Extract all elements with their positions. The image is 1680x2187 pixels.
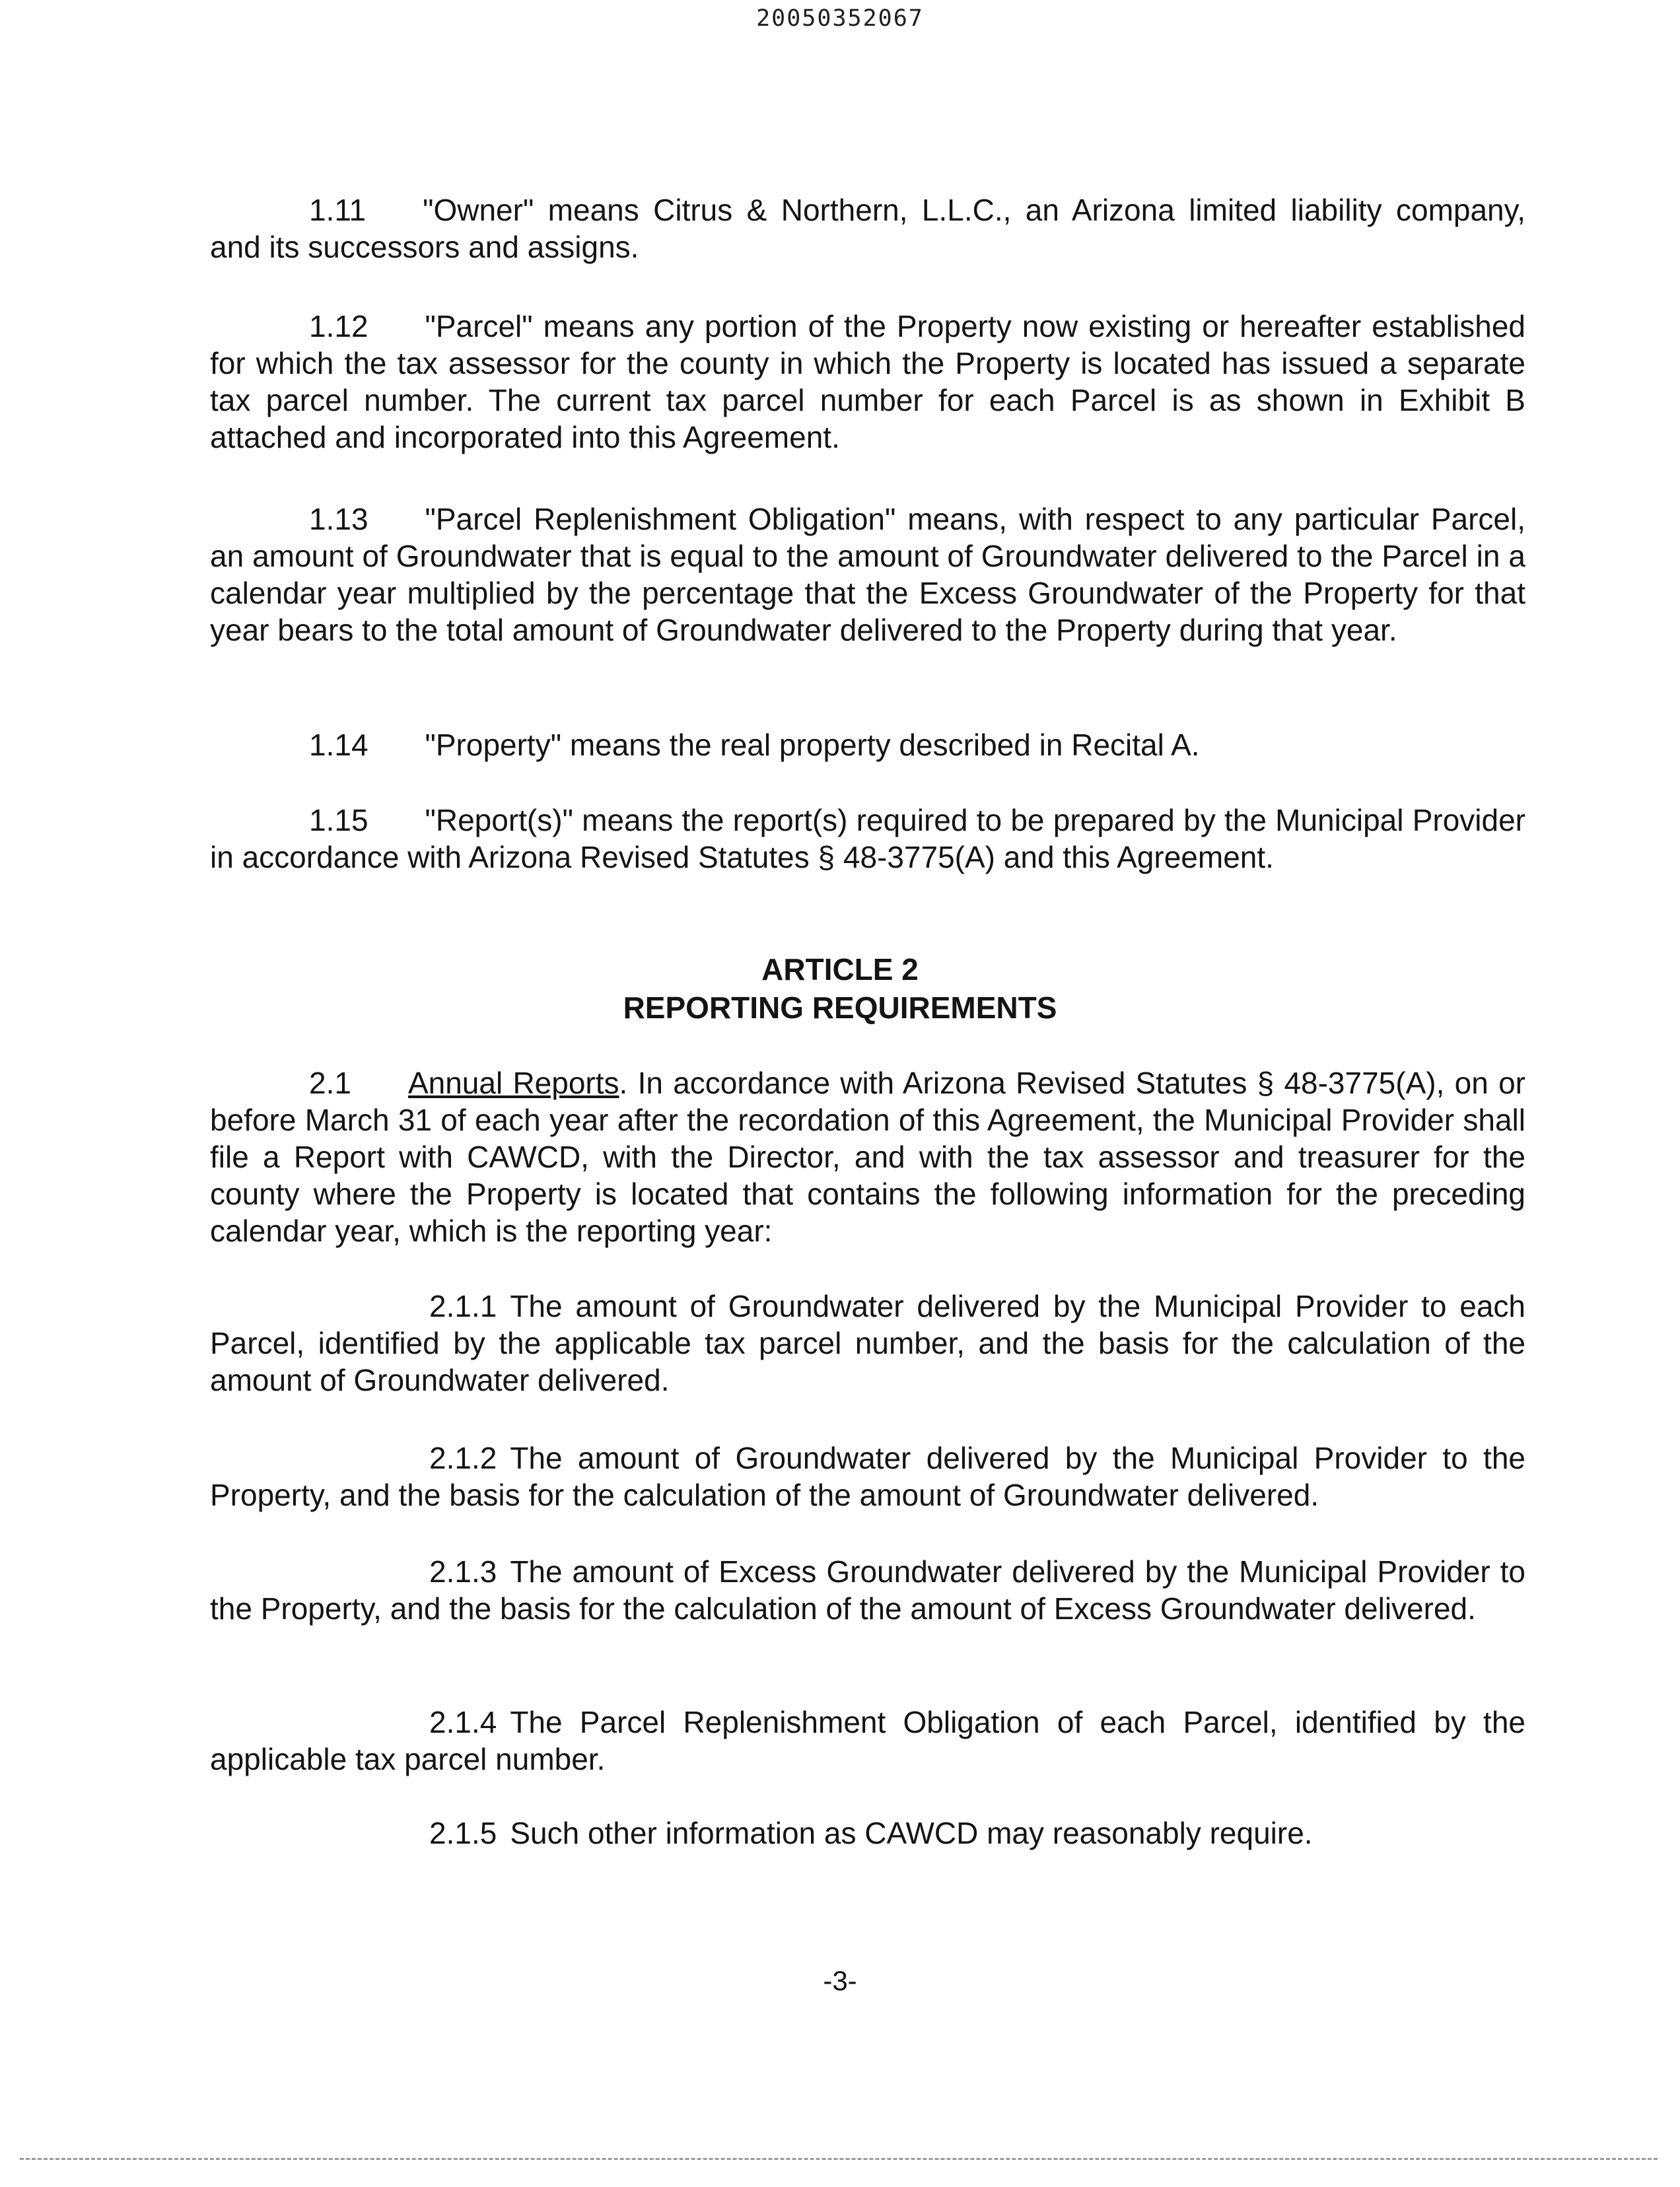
subsection-2-1-3 (210, 1553, 1525, 1627)
definition-1-15 (210, 802, 1525, 876)
subsection-number: 2.1.2 (429, 1441, 497, 1475)
page-number: -3- (823, 1965, 857, 1996)
section-2-1 (210, 1064, 1525, 1249)
definition-number: 1.14 (309, 728, 368, 762)
definition-text: "Parcel" means any portion of the Property now existing or hereafter established for which the tax assessor for the county in which the Property is located has issued a separate tax parcel number. The current tax parcel number for each Parcel is as shown in Exhibit B attached and incorporated into this Agreement. (210, 309, 1525, 454)
definition-1-14 (210, 726, 1525, 763)
subsection-text: Such other information as CAWCD may reasonably require. (510, 1816, 1313, 1850)
subsection-2-1-5 (210, 1815, 1525, 1852)
definition-text: "Parcel Replenishment Obligation" means, with respect to any particular Parcel, an amount of Groundwater that is equal to the amount of Groundwater delivered to the Parcel in a calendar year multiplied by the percentage that the Excess Groundwater of the Property for that year bears to the total amount of Groundwater delivered to the Property during that year. (210, 502, 1525, 647)
definition-1-11 (210, 191, 1525, 265)
subsection-text: The Parcel Replenishment Obligation of each Parcel, identified by the applicable tax parcel number. (210, 1705, 1525, 1776)
subsection-2-1-1 (210, 1288, 1525, 1399)
document-number: 20050352067 (756, 5, 924, 32)
subsection-number: 2.1.3 (429, 1554, 497, 1589)
subsection-number: 2.1.1 (429, 1289, 497, 1323)
definition-number: 1.12 (309, 309, 368, 343)
subsection-text: The amount of Excess Groundwater delivered by the Municipal Provider to the Property, and the basis for the calculation of the amount of Excess Groundwater delivered. (210, 1554, 1525, 1626)
subsection-2-1-4 (210, 1704, 1525, 1778)
definition-number: 1.15 (309, 803, 368, 837)
definition-text: "Owner" means Citrus & Northern, L.L.C., an Arizona limited liability company, and its successors and assigns. (210, 193, 1525, 264)
article-title: REPORTING REQUIREMENTS (623, 990, 1057, 1025)
subsection-number: 2.1.4 (429, 1705, 497, 1739)
section-number: 2.1 (309, 1066, 351, 1100)
subsection-text: The amount of Groundwater delivered by the Municipal Provider to each Parcel, identified by the applicable tax parcel number, and the basis for the calculation of the amount of Groundwater delivered. (210, 1289, 1525, 1397)
definition-number: 1.13 (309, 502, 368, 536)
definition-1-12 (210, 308, 1525, 456)
subsection-text: The amount of Groundwater delivered by the Municipal Provider to the Property, and the basis for the calculation of the amount of Groundwater delivered. (210, 1441, 1525, 1512)
article-number: ARTICLE 2 (761, 952, 919, 987)
section-text: . In accordance with Arizona Revised Statutes § 48-3775(A), on or before March 31 of each year after the recordation of this Agreement, the Municipal Provider shall file a Report with CAWCD, with the Director, and with the tax assessor and treasurer for the county where the Property is located that contains the following information for the preceding calendar year, which is the reporting year: (210, 1066, 1525, 1248)
definition-text: "Report(s)" means the report(s) required to be prepared by the Municipal Provider in accordance with Arizona Revised Statutes § 48-3775(A) and this Agreement. (210, 803, 1525, 874)
definition-1-13 (210, 501, 1525, 648)
subsection-number: 2.1.5 (429, 1816, 497, 1850)
section-heading: Annual Reports (407, 1066, 619, 1100)
definition-text: "Property" means the real property described in Recital A. (425, 728, 1200, 762)
definition-number: 1.11 (309, 193, 367, 227)
subsection-2-1-2 (210, 1440, 1525, 1513)
scan-edge-line (20, 2158, 1658, 2160)
